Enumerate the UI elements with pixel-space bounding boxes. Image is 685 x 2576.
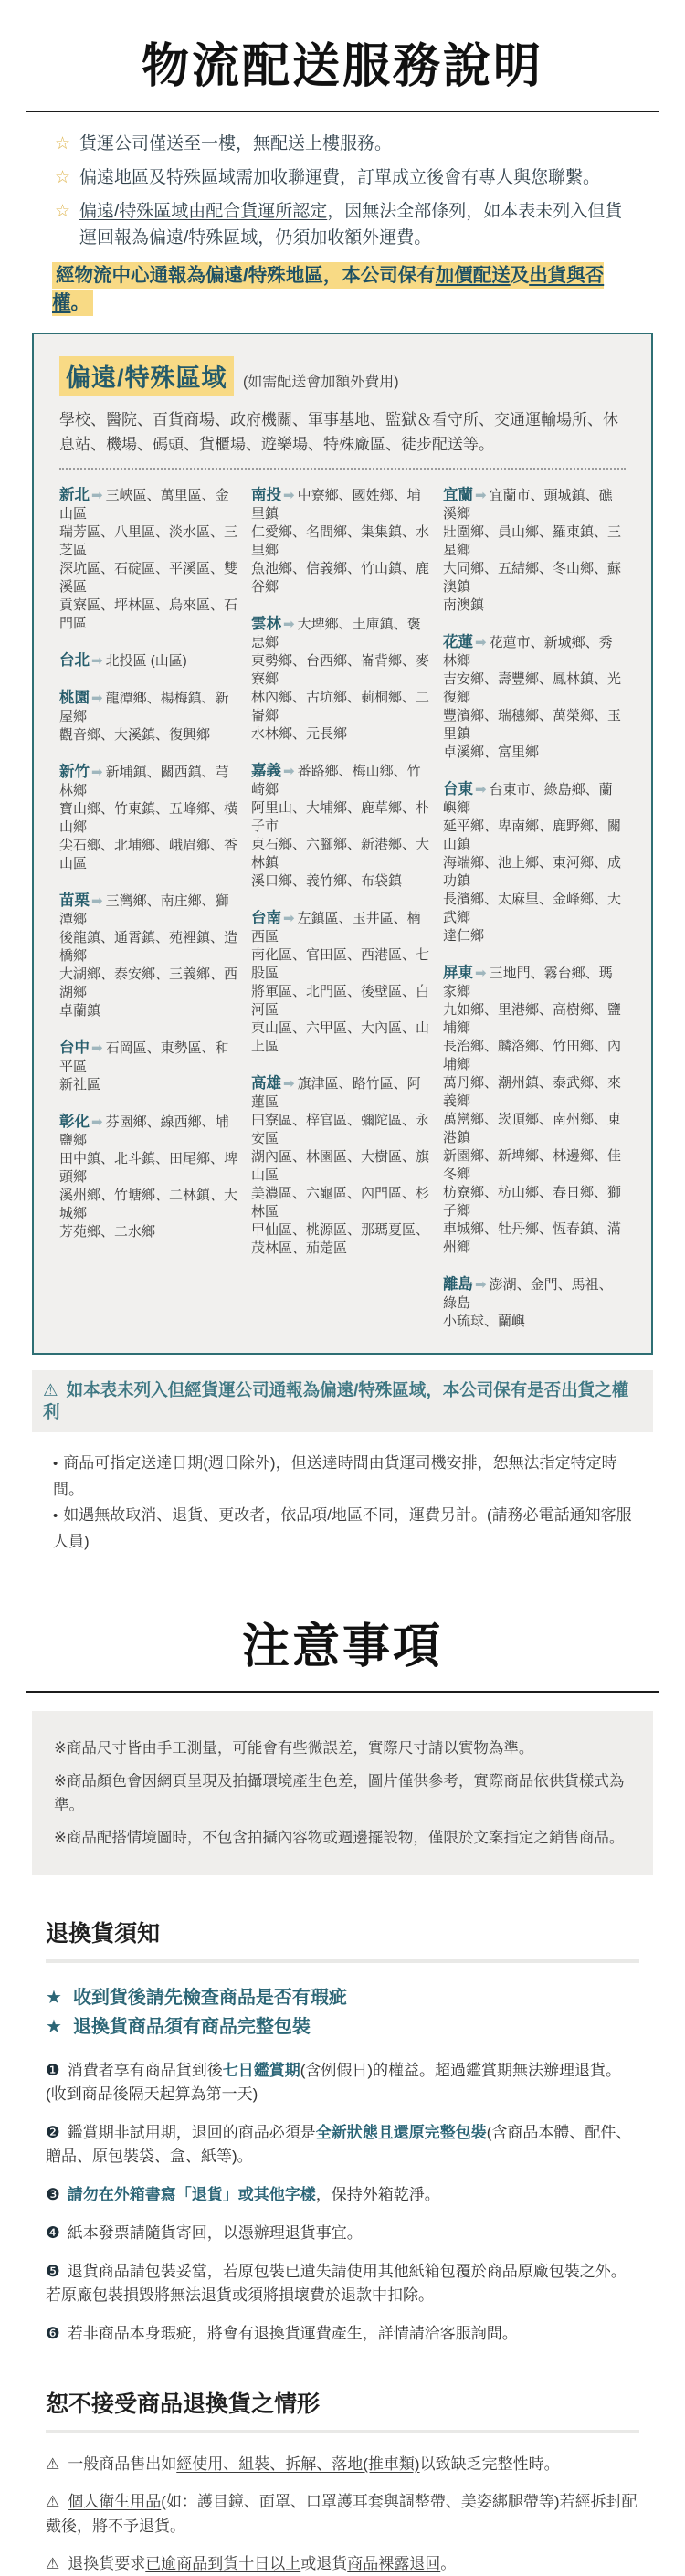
- no-returns-item-text: [46, 2493, 638, 2535]
- no-returns-list: [46, 2452, 639, 2576]
- shipping-intro-item: [55, 131, 639, 157]
- returns-star-point-text: 收到貨後請先檢查商品是否有瑕疵: [72, 1988, 347, 2008]
- region-label: 彰化: [59, 1114, 90, 1130]
- region-label: 台中: [59, 1040, 90, 1056]
- number-badge-icon: ❶: [46, 2061, 60, 2079]
- region-entry: [443, 780, 626, 945]
- bullet-dot-icon: •: [53, 1456, 58, 1472]
- arrow-right-icon: ➡: [475, 488, 487, 503]
- region-areas-text: 大同鄉、五結鄉、冬山鄉、蘇澳鎮: [443, 561, 622, 595]
- region-areas-text: 湖內區、林園區、大樹區、旗山區: [251, 1149, 430, 1183]
- arrow-right-icon: ➡: [283, 911, 295, 926]
- region-areas-text: 阿里山、大埔鄉、鹿草鄉、朴子市: [251, 800, 430, 834]
- region-areas-text: 延平鄉、卑南鄉、鹿野鄉、關山鎮: [443, 818, 622, 852]
- region-entry: [59, 763, 242, 873]
- region-areas-text: 豐濱鄉、瑞穗鄉、萬榮鄉、玉里鎮: [443, 708, 622, 742]
- region-areas-text: 東石鄉、六腳鄉、新港鄉、大林鎮: [251, 837, 430, 871]
- number-badge-icon: ❹: [46, 2223, 60, 2242]
- attention-note: ※商品配搭情境圖時，不包含拍攝內容物或週邊擺設物，僅限於文案指定之銷售商品。: [54, 1830, 625, 1846]
- region-areas-text: 東山區、六甲區、大內區、山上區: [251, 1020, 430, 1054]
- text-segment: 貨運公司僅送至一樓，無配送上樓服務。: [79, 134, 393, 153]
- star-icon: ☆: [55, 202, 71, 221]
- highlighted-notice-text: [52, 262, 604, 316]
- region-first-line: [443, 1275, 626, 1313]
- region-areas-text: 台東市、綠島鄉、蘭嶼鄉: [443, 782, 613, 816]
- number-badge-icon: ❺: [46, 2262, 60, 2280]
- region-areas-text: 萬丹鄉、潮州鎮、泰武鄉、來義鄉: [443, 1075, 622, 1109]
- returns-section: [46, 1916, 639, 2346]
- no-returns-item: [46, 2452, 639, 2476]
- text-segment: 若非商品本身瑕疵，將會有退換貨運費產生，詳情請洽客服詢問。: [67, 2325, 518, 2342]
- arrow-right-icon: ➡: [91, 653, 103, 669]
- region-label: 花蓮: [443, 634, 473, 650]
- region-entry: [59, 1039, 242, 1094]
- region-areas-text: 東勢鄉、台西鄉、崙背鄉、麥寮鄉: [251, 653, 430, 687]
- attention-note: ※商品尺寸皆由手工測量，可能會有些微誤差，實際尺寸請以實物為準。: [54, 1740, 534, 1757]
- region-areas-text: 石岡區、東勢區、和平區: [59, 1040, 229, 1074]
- text-segment: 已逾商品到貨十日以上: [145, 2555, 301, 2572]
- arrow-right-icon: ➡: [283, 488, 295, 503]
- region-label: 桃園: [59, 690, 90, 706]
- region-areas-text: 長治鄉、麟洛鄉、竹田鄉、內埔鄉: [443, 1039, 622, 1072]
- star-icon: ☆: [55, 134, 71, 153]
- arrow-right-icon: ➡: [283, 1076, 295, 1092]
- star-icon: ☆: [55, 168, 71, 187]
- region-entry: [443, 1275, 626, 1331]
- arrow-right-icon: ➡: [91, 1040, 103, 1056]
- text-segment: (如：護目鏡、面罩、口罩護耳套與調整帶、美姿綁腿帶等)若經拆封配戴後，將不予退貨。: [46, 2493, 638, 2535]
- region-areas-text: 吉安鄉、壽豐鄉、鳳林鎮、光復鄉: [443, 671, 622, 705]
- number-badge-icon: ❻: [46, 2324, 60, 2342]
- text-segment: ，保持外箱乾淨。: [315, 2186, 440, 2203]
- returns-item-text: [68, 2224, 363, 2242]
- no-returns-item: [46, 2489, 639, 2539]
- attention-notes-box: [32, 1711, 653, 1875]
- text-segment: 偏遠/特殊區域由配合貨運所認定: [79, 202, 328, 221]
- region-areas-text: 旗津區、路竹區、阿蓮區: [251, 1076, 421, 1110]
- region-column: [443, 486, 626, 1349]
- page-title: 物流配送服務說明: [141, 38, 543, 94]
- remote-area-title-note: (如需配送會加額外費用): [242, 375, 399, 390]
- region-label: 台北: [59, 652, 90, 669]
- number-badge-icon: ❷: [46, 2123, 60, 2141]
- returns-numbered-item: [46, 2259, 639, 2307]
- region-label: 台南: [251, 910, 281, 926]
- region-column: [251, 486, 434, 1349]
- text-segment: 商品裸露退回: [347, 2555, 441, 2572]
- region-areas-text: 貢寮區、坪林區、烏來區、石門區: [59, 597, 238, 631]
- region-areas-text: 新埔鎮、關西鎮、芎林鄉: [59, 765, 229, 798]
- shipping-intro-list: [55, 131, 639, 251]
- arrow-right-icon: ➡: [91, 488, 103, 503]
- title-divider: [26, 111, 659, 112]
- region-areas-text: 三灣鄉、南庄鄉、獅潭鄉: [59, 893, 229, 927]
- region-entry: [251, 615, 434, 744]
- returns-numbered-list: [46, 2058, 639, 2346]
- region-first-line: [443, 964, 626, 1001]
- returns-star-point-text: 退換貨商品須有商品完整包裝: [72, 2017, 311, 2037]
- shipping-intro-text: [79, 134, 392, 153]
- text-segment: (含商品本體、配件、贈品、原包裝袋、盒、紙等)。: [46, 2124, 632, 2165]
- region-areas-text: 長濱鄉、太麻里、金峰鄉、大武鄉: [443, 892, 622, 925]
- region-label: 屏東: [443, 965, 473, 981]
- region-areas-text: 九如鄉、里港鄉、高樹鄉、鹽埔鄉: [443, 1002, 622, 1036]
- region-label: 新北: [59, 487, 90, 503]
- region-areas-text: 寶山鄉、竹東鎮、五峰鄉、橫山鄉: [59, 801, 238, 835]
- dotted-divider: [59, 468, 626, 470]
- region-entry: [59, 689, 242, 744]
- remote-area-title-row: [59, 356, 626, 396]
- region-label: 新竹: [59, 764, 90, 780]
- region-first-line: [443, 633, 626, 670]
- text-segment: 鑑賞期非試用期，退回的商品必須是: [67, 2124, 316, 2141]
- region-areas-text: 新園鄉、新埤鄉、林邊鄉、佳冬鄉: [443, 1148, 622, 1182]
- region-areas-text: 枋寮鄉、枋山鄉、春日鄉、獅子鄉: [443, 1185, 622, 1219]
- region-first-line: [59, 651, 242, 670]
- region-areas-text: 瑞芳區、八里區、淡水區、三芝區: [59, 524, 238, 558]
- region-first-line: [251, 615, 434, 652]
- star-icon: ★: [46, 1988, 62, 2008]
- remote-area-box: [32, 333, 653, 1355]
- region-areas-text: 北投區 (山區): [105, 653, 187, 669]
- text-segment: 請勿在外箱書寫「退貨」或其他字樣: [67, 2186, 316, 2203]
- shipping-notes-list: [53, 1451, 639, 1555]
- region-areas-text: 南澳鎮: [443, 597, 485, 613]
- region-columns: [59, 486, 626, 1349]
- arrow-right-icon: ➡: [475, 782, 487, 797]
- region-entry: [59, 486, 242, 633]
- region-label: 雲林: [251, 616, 281, 632]
- region-areas-text: 尖石鄉、北埔鄉、峨眉鄉、香山區: [59, 838, 238, 871]
- region-areas-text: 達仁鄉: [443, 928, 485, 944]
- attention-note: ※商品顏色會因網頁呈現及拍攝環境產生色差，圖片僅供參考，實際商品依供貨樣式為準。: [54, 1773, 625, 1813]
- returns-numbered-item: [46, 2058, 639, 2106]
- region-label: 南投: [251, 487, 281, 503]
- region-first-line: [251, 762, 434, 799]
- region-areas-text: 海端鄉、池上鄉、東河鄉、成功鎮: [443, 855, 622, 889]
- returns-title: 退換貨須知: [46, 1916, 639, 1963]
- region-entry: [251, 1074, 434, 1258]
- logistics-info-page: [0, 27, 685, 2572]
- region-first-line: [251, 1074, 434, 1112]
- region-label: 高雄: [251, 1075, 281, 1092]
- highlighted-notice: [52, 262, 639, 317]
- region-areas-text: 宜蘭市、頭城鎮、礁溪鄉: [443, 488, 613, 522]
- returns-item-text: [46, 2124, 631, 2165]
- region-areas-text: 魚池鄉、信義鄉、竹山鎮、鹿谷鄉: [251, 561, 430, 595]
- text-segment: 經物流中心通報為偏遠/特殊地區，本公司保有: [56, 265, 436, 286]
- arrow-right-icon: ➡: [283, 617, 295, 632]
- region-first-line: [251, 909, 434, 946]
- region-areas-text: 三地門、霧台鄉、瑪家鄉: [443, 966, 613, 999]
- arrow-right-icon: ➡: [475, 1277, 487, 1293]
- warning-icon: ⚠: [46, 2493, 60, 2510]
- region-areas-text: 卓蘭鎮: [59, 1003, 101, 1019]
- region-first-line: [443, 486, 626, 523]
- region-areas-text: 芬園鄉、線西鄉、埔鹽鄉: [59, 1114, 229, 1148]
- region-entry: [251, 909, 434, 1056]
- arrow-right-icon: ➡: [91, 765, 103, 780]
- arrow-right-icon: ➡: [91, 1114, 103, 1130]
- returns-star-points: [46, 1983, 639, 2042]
- arrow-right-icon: ➡: [283, 764, 295, 779]
- shipping-note-text: 商品可指定送達日期(週日除外)，但送達時間由貨運司機安排，恕無法指定特定時間。: [53, 1454, 617, 1498]
- shipping-intro-text: [79, 168, 600, 187]
- shipping-intro-item: [55, 164, 639, 191]
- region-areas-text: 田寮區、梓官區、彌陀區、永安區: [251, 1113, 430, 1146]
- attention-divider: [26, 1691, 659, 1693]
- shipping-intro-item: [55, 198, 639, 251]
- returns-star-point: [46, 2012, 639, 2042]
- region-entry: [443, 964, 626, 1257]
- text-segment: 退換貨要求: [68, 2555, 146, 2572]
- no-returns-title: 恕不接受商品退換貨之情形: [46, 2386, 639, 2433]
- region-first-line: [59, 1039, 242, 1076]
- text-segment: 及: [510, 265, 530, 286]
- region-areas-text: 中寮鄉、國姓鄉、埔里鎮: [251, 488, 421, 522]
- region-areas-text: 後龍鎮、通霄鎮、苑裡鎮、造橋鄉: [59, 930, 238, 964]
- returns-numbered-item: [46, 2182, 639, 2207]
- arrow-right-icon: ➡: [475, 966, 487, 981]
- region-areas-text: 小琉球、蘭嶼: [443, 1314, 526, 1329]
- region-areas-text: 車城鄉、牡丹鄉、恆春鎮、滿州鄉: [443, 1221, 622, 1255]
- region-areas-text: 觀音鄉、大溪鎮、復興鄉: [59, 727, 211, 743]
- region-entry: [59, 892, 242, 1020]
- region-entry: [443, 486, 626, 615]
- text-segment: 一般商品售出如: [68, 2455, 177, 2473]
- shipping-intro-text: [79, 202, 622, 248]
- region-areas-text: 左鎮區、玉井區、楠西區: [251, 911, 421, 945]
- text-segment: 全新狀態且還原完整包裝: [315, 2124, 487, 2141]
- returns-item-text: [68, 2186, 440, 2203]
- region-areas-text: 溪口鄉、義竹鄉、布袋鎮: [251, 873, 403, 889]
- region-first-line: [59, 763, 242, 800]
- no-returns-item-text: [68, 2555, 456, 2572]
- remote-area-intro: 學校、醫院、百貨商場、政府機關、軍事基地、監獄＆看守所、交通運輸場所、休息站、機場、碼頭、貨櫃場、遊樂場、特殊廠區、徒步配送等。: [59, 411, 618, 453]
- returns-item-text: [68, 2325, 518, 2342]
- region-areas-text: 仁愛鄉、名間鄉、集集鎮、水里鄉: [251, 524, 430, 558]
- text-segment: 。: [70, 292, 90, 313]
- region-areas-text: 壯圍鄉、員山鄉、羅東鎮、三星鄉: [443, 524, 622, 558]
- warning-icon: ⚠: [46, 2455, 60, 2473]
- text-segment: ，因無法全部條列，如本表未列入但貨運回報為偏遠/特殊區域，仍須加收額外運費。: [79, 202, 623, 248]
- number-badge-icon: ❸: [46, 2185, 60, 2203]
- no-returns-item-text: [68, 2455, 559, 2473]
- region-first-line: [59, 689, 242, 726]
- no-returns-item: [46, 2551, 639, 2576]
- region-areas-text: 林內鄉、古坑鄉、莿桐鄉、二崙鄉: [251, 690, 430, 723]
- region-areas-text: 萬巒鄉、崁頂鄉、南州鄉、東港鎮: [443, 1112, 622, 1145]
- shipping-note: [53, 1451, 639, 1503]
- region-areas-text: 三峽區、萬里區、金山區: [59, 488, 229, 522]
- region-first-line: [443, 780, 626, 818]
- region-first-line: [59, 892, 242, 929]
- returns-star-point: [46, 1983, 639, 2012]
- region-areas-text: 澎湖、金門、馬祖、綠島: [443, 1277, 613, 1311]
- region-label: 台東: [443, 781, 473, 797]
- warning-icon: ⚠: [46, 2555, 60, 2572]
- text-segment: 出貨與否權: [52, 265, 605, 313]
- region-first-line: [59, 1113, 242, 1150]
- region-areas-text: 水林鄉、元長鄉: [251, 726, 348, 742]
- text-segment: 或退貨: [300, 2555, 348, 2572]
- region-label: 嘉義: [251, 763, 281, 779]
- region-areas-text: 深坑區、石碇區、平溪區、雙溪區: [59, 561, 238, 595]
- region-areas-text: 芳苑鄉、二水鄉: [59, 1224, 156, 1240]
- arrow-right-icon: ➡: [91, 691, 103, 706]
- region-areas-text: 花蓮市、新城鄉、秀林鄉: [443, 635, 613, 669]
- text-segment: 經使用、組裝、拆解、落地(推車類): [176, 2455, 420, 2473]
- region-areas-text: 將軍區、北門區、後壁區、白河區: [251, 984, 430, 1018]
- arrow-right-icon: ➡: [475, 635, 487, 650]
- text-segment: 偏遠地區及特殊區域需加收聯運費，訂單成立後會有專人與您聯繫。: [79, 168, 601, 187]
- returns-numbered-item: [46, 2221, 639, 2245]
- region-label: 苗栗: [59, 892, 90, 909]
- arrow-right-icon: ➡: [91, 893, 103, 909]
- region-areas-text: 龍潭鄉、楊梅鎮、新屋鄉: [59, 691, 229, 724]
- region-label: 離島: [443, 1276, 473, 1293]
- region-areas-text: 南化區、官田區、西港區、七股區: [251, 947, 430, 981]
- region-areas-text: 茂林區、茄萣區: [251, 1240, 348, 1256]
- region-areas-text: 美濃區、六龜區、內門區、杉林區: [251, 1186, 430, 1219]
- text-segment: 。: [440, 2555, 457, 2572]
- region-areas-text: 新社區: [59, 1077, 101, 1093]
- text-segment: (含例假日)的權益。超過鑑賞期無法辦理退貨。(收到商品後隔天起算為第一天): [46, 2062, 622, 2103]
- region-areas-text: 卓溪鄉、富里鄉: [443, 744, 540, 760]
- shipping-note-text: 如遇無故取消、退貨、更改者，依品項/地區不同，運費另計。(請務必電話通知客服人員): [53, 1506, 632, 1550]
- returns-item-text: [46, 2263, 627, 2304]
- region-areas-text: 田中鎮、北斗鎮、田尾鄉、埤頭鄉: [59, 1151, 238, 1185]
- text-segment: 加價配送: [435, 265, 511, 286]
- shipping-note: [53, 1503, 639, 1555]
- region-entry: [443, 633, 626, 762]
- text-segment: 退貨商品請包裝妥當，若原包裝已遺失請使用其他紙箱包覆於商品原廠包裝之外。若原廠包裝損毀將無法退貨或須將損壞費於退款中扣除。: [46, 2263, 627, 2304]
- attention-title: 注意事項: [241, 1619, 443, 1674]
- returns-numbered-item: [46, 2321, 639, 2346]
- region-first-line: [59, 486, 242, 523]
- region-areas-text: 大埤鄉、土庫鎮、褒忠鄉: [251, 617, 421, 650]
- region-label: 宜蘭: [443, 487, 473, 503]
- region-areas-text: 溪州鄉、竹塘鄉、二林鎮、大城鄉: [59, 1188, 238, 1221]
- warning-icon: ⚠: [43, 1380, 58, 1399]
- returns-item-text: [46, 2062, 621, 2103]
- region-areas-text: 甲仙區、桃源區、那瑪夏區、: [251, 1222, 430, 1238]
- shipping-warning-text: 如本表未列入但經貨運公司通報為偏遠/特殊區域，本公司保有是否出貨之權利: [43, 1380, 629, 1421]
- no-returns-section: [46, 2386, 639, 2576]
- remote-area-title: 偏遠/特殊區域: [59, 356, 234, 396]
- text-segment: 七日鑑賞期: [222, 2062, 300, 2079]
- region-entry: [251, 486, 434, 596]
- bullet-dot-icon: •: [53, 1508, 58, 1524]
- text-segment: 以致缺乏完整性時。: [419, 2455, 560, 2473]
- region-areas-text: 番路鄉、梅山鄉、竹崎鄉: [251, 764, 421, 797]
- returns-numbered-item: [46, 2120, 639, 2169]
- shipping-warning-band: [32, 1370, 653, 1432]
- region-entry: [251, 762, 434, 891]
- region-column: [59, 486, 242, 1349]
- text-segment: 個人衛生用品: [68, 2493, 162, 2510]
- star-icon: ★: [46, 2017, 62, 2037]
- region-first-line: [251, 486, 434, 523]
- text-segment: 消費者享有商品貨到後: [67, 2062, 223, 2079]
- text-segment: 紙本發票請隨貨寄回，以憑辦理退貨事宜。: [67, 2224, 363, 2242]
- region-entry: [59, 651, 242, 670]
- region-entry: [59, 1113, 242, 1241]
- region-areas-text: 大湖鄉、泰安鄉、三義鄉、西湖鄉: [59, 966, 238, 1000]
